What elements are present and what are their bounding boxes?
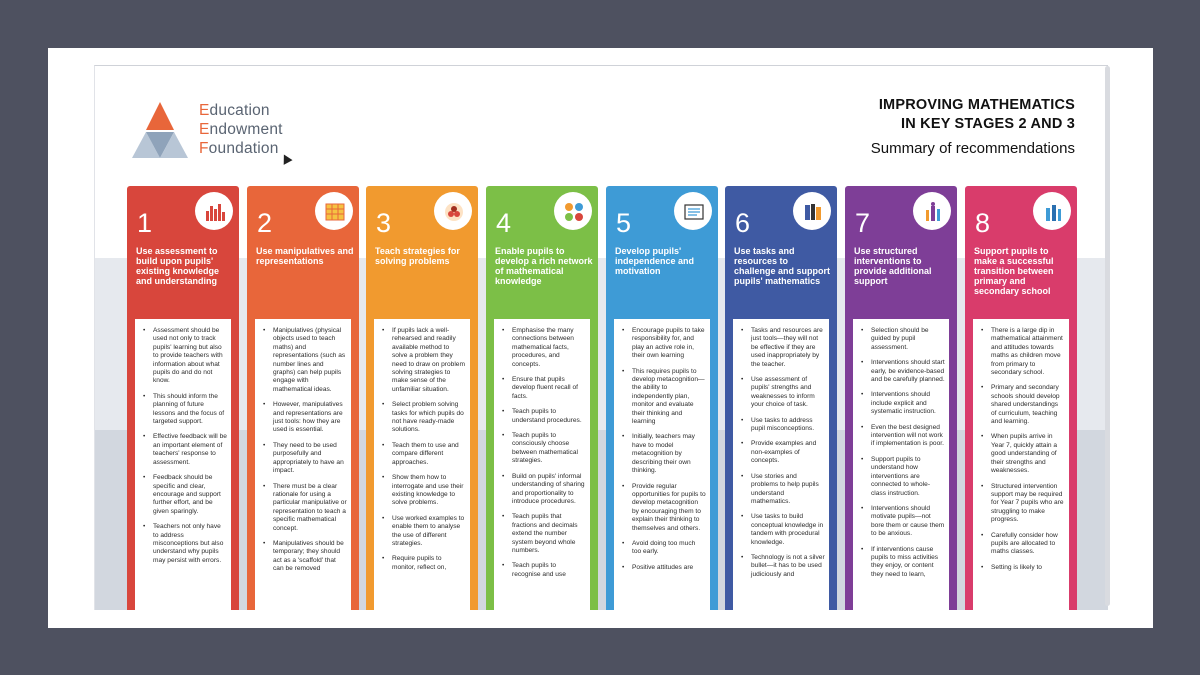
recommendation-bullet: • Use worked examples to enable them to analyse the use of different strategies. [380, 515, 466, 549]
recommendation-column-1 [127, 186, 239, 610]
logo-wordmark [199, 101, 283, 158]
recommendation-header [965, 186, 1077, 314]
recommendation-title: Enable pupils to develop a rich network of mathematical knowledge [495, 246, 593, 286]
recommendation-bullet: • Provide regular opportunities for pupils to develop metacognition by encouraging them to explain their thinking to themselves and others. [620, 483, 706, 533]
recommendation-number: 7 [855, 208, 871, 238]
recommendation-number: 6 [735, 208, 751, 238]
recommendation-header [366, 186, 478, 314]
recommendation-bullets [973, 319, 1069, 610]
recommendation-bullet: • Select problem solving tasks for which pupils do not have ready-made solutions. [380, 401, 466, 435]
recommendation-bullet: • Positive attitudes are [620, 564, 706, 572]
recommendation-bullet: • Build on pupils' informal understanding of sharing and proportionality to introduce procedures. [500, 473, 586, 507]
recommendation-bullets [614, 319, 710, 610]
recommendation-bullet: • Ensure that pupils develop fluent recall of facts. [500, 376, 586, 401]
recommendation-bullets [494, 319, 590, 610]
recommendation-bullet: • Tasks and resources are just tools—they will not be effective if they are used inappropriately by the teacher. [739, 327, 825, 369]
recommendation-bullet: • Use tasks to build conceptual knowledge in tandem with procedural knowledge. [739, 513, 825, 547]
recommendation-bullet: • Teach pupils to consciously choose between mathematical strategies. [500, 432, 586, 466]
recommendation-bullet: • Effective feedback will be an important element of teachers' response to assessment. [141, 433, 227, 467]
recommendation-bullet: • Provide examples and non-examples of concepts. [739, 440, 825, 465]
recommendation-title: Use tasks and resources to challenge and support pupils' mathematics [734, 246, 831, 286]
recommendation-bullet: • Carefully consider how pupils are allocated to maths classes. [979, 532, 1065, 557]
eef-triangle-logo-icon [129, 100, 191, 164]
recommendation-bullet: • Setting is likely to [979, 564, 1065, 572]
recommendation-number: 5 [616, 208, 632, 238]
recommendation-bullet: • Require pupils to monitor, reflect on, [380, 555, 466, 572]
recommendation-bullet: • Teach pupils that fractions and decimals extend the number system beyond whole numbers. [500, 513, 586, 555]
bar-chart-icon [195, 192, 233, 230]
logo-line: Foundation [199, 140, 279, 157]
checklist-icon [674, 192, 712, 230]
recommendation-bullet: • If pupils lack a well-rehearsed and readily available method to solve a problem they need to draw on problem solving strategies to make sense of the unfamiliar situation. [380, 327, 466, 394]
recommendation-bullet: • Interventions should motivate pupils—not bore them or cause them to be anxious. [859, 505, 945, 539]
recommendation-bullet: • When pupils arrive in Year 7, quickly attain a good understanding of their strengths and weaknesses. [979, 433, 1065, 475]
recommendation-bullet: • Primary and secondary schools should develop shared understandings of curriculum, teaching and learning. [979, 384, 1065, 426]
recommendation-column-7 [845, 186, 957, 610]
support-figures-icon [913, 192, 951, 230]
recommendation-bullet: • Teach pupils to understand procedures. [500, 408, 586, 425]
recommendation-column-3 [366, 186, 478, 610]
recommendation-bullet: • Show them how to interrogate and use their existing knowledge to solve problems. [380, 474, 466, 508]
recommendation-bullet: • Teach them to use and compare different approaches. [380, 442, 466, 467]
recommendation-title: Use manipulatives and representations [256, 246, 354, 266]
recommendation-bullet: • However, manipulatives and representations are just tools: how they are used is essential. [261, 401, 347, 435]
vertical-scrollbar[interactable] [1105, 66, 1110, 606]
transition-figures-icon [1033, 192, 1071, 230]
logo-line: Education [199, 102, 270, 119]
recommendation-title: Use assessment to build upon pupils' existing knowledge and understanding [136, 246, 220, 286]
recommendation-bullet: • Interventions should start early, be evidence-based and be carefully planned. [859, 359, 945, 384]
recommendation-bullet: • Use assessment of pupils' strengths and weaknesses to inform your choice of task. [739, 376, 825, 410]
page-title-block [871, 96, 1075, 159]
recommendation-title: Teach strategies for solving problems [375, 246, 460, 266]
recommendation-title: Support pupils to make a successful transition between primary and secondary school [974, 246, 1054, 296]
recommendation-number: 4 [496, 208, 512, 238]
connected-operations-icon [554, 192, 592, 230]
recommendation-header [725, 186, 837, 314]
recommendation-bullet: • There must be a clear rationale for using a particular manipulative or representation to teach a specific mathematical concept. [261, 483, 347, 533]
recommendation-bullet: • Use tasks to address pupil misconceptions. [739, 417, 825, 434]
recommendation-bullet: • Structured intervention support may be required for Year 7 pupils who are struggling to make progress. [979, 483, 1065, 525]
recommendation-bullets [733, 319, 829, 610]
recommendation-bullet: • Avoid doing too much too early. [620, 540, 706, 557]
recommendation-bullet: • Interventions should include explicit and systematic instruction. [859, 391, 945, 416]
recommendation-bullets [374, 319, 470, 610]
recommendation-bullet: • Support pupils to understand how interventions are connected to whole-class instruction. [859, 456, 945, 498]
logo-line: Endowment [199, 121, 283, 138]
recommendation-bullet: • Initially, teachers may have to model metacognition by describing their own thinking. [620, 433, 706, 475]
recommendation-bullets [853, 319, 949, 610]
recommendation-column-4 [486, 186, 598, 610]
problem-solving-icon [434, 192, 472, 230]
recommendation-bullet: • There is a large dip in mathematical attainment and attitudes towards maths as children move from primary to secondary school. [979, 327, 1065, 377]
recommendation-number: 2 [257, 208, 273, 238]
recommendation-number: 1 [137, 208, 153, 238]
recommendation-bullet: • Assessment should be used not only to track pupils' learning but also to provide teachers with information about what pupils do and do not know. [141, 327, 227, 386]
recommendation-title: Develop pupils' independence and motivation [615, 246, 695, 276]
recommendation-number: 3 [376, 208, 392, 238]
recommendation-number: 8 [975, 208, 991, 238]
recommendation-bullet: • This should inform the planning of future lessons and the focus of targeted support. [141, 393, 227, 427]
recommendation-bullet: • This requires pupils to develop metacognition—the ability to independently plan, monitor and evaluate their thinking and learning [620, 368, 706, 427]
recommendation-bullet: • Selection should be guided by pupil assessment. [859, 327, 945, 352]
books-icon [793, 192, 831, 230]
recommendation-header [247, 186, 359, 314]
recommendation-column-2 [247, 186, 359, 610]
recommendation-header [845, 186, 957, 314]
recommendation-bullet: • Teachers not only have to address misconceptions but also understand why pupils may persist with errors. [141, 523, 227, 565]
recommendation-header [606, 186, 718, 314]
page-title-line-1: IMPROVING MATHEMATICS [878, 97, 1075, 113]
recommendation-bullet: • Emphasise the many connections between mathematical facts, procedures, and concepts. [500, 327, 586, 369]
page-title-line-2: IN KEY STAGES 2 AND 3 [901, 116, 1075, 132]
recommendation-column-6 [725, 186, 837, 610]
recommendation-header [486, 186, 598, 314]
recommendation-bullet: • Use stories and problems to help pupils understand mathematics. [739, 473, 825, 507]
recommendation-header [127, 186, 239, 314]
recommendation-bullet: • Manipulatives should be temporary; they should act as a 'scaffold' that can be removed [261, 540, 347, 574]
recommendation-bullet: • Technology is not a silver bullet—it has to be used judiciously and [739, 554, 825, 579]
recommendation-bullet: • Feedback should be specific and clear, encourage and support further effort, and be given sparingly. [141, 474, 227, 516]
recommendation-column-8 [965, 186, 1077, 610]
document-page[interactable] [94, 65, 1108, 610]
viewer-frame [48, 48, 1153, 628]
recommendation-bullet: • Encourage pupils to take responsibility for, and play an active role in, their own learning [620, 327, 706, 361]
recommendation-bullet: • Manipulatives (physical objects used to teach maths) and representations (such as number lines and graphs) can help pupils engage with mathematical ideas. [261, 327, 347, 394]
recommendation-column-5 [606, 186, 718, 610]
recommendation-bullet: • Even the best designed intervention will not work if implementation is poor. [859, 424, 945, 449]
grid-manipulative-icon [315, 192, 353, 230]
recommendation-bullets [255, 319, 351, 610]
recommendation-bullet: • They need to be used purposefully and appropriately to have an impact. [261, 442, 347, 476]
recommendation-bullets [135, 319, 231, 610]
recommendation-bullet: • Teach pupils to recognise and use [500, 562, 586, 579]
recommendation-bullet: • If interventions cause pupils to miss activities they enjoy, or content they need to learn, [859, 546, 945, 580]
page-subtitle: Summary of recommendations [870, 140, 1075, 157]
recommendation-title: Use structured interventions to provide additional support [854, 246, 932, 286]
